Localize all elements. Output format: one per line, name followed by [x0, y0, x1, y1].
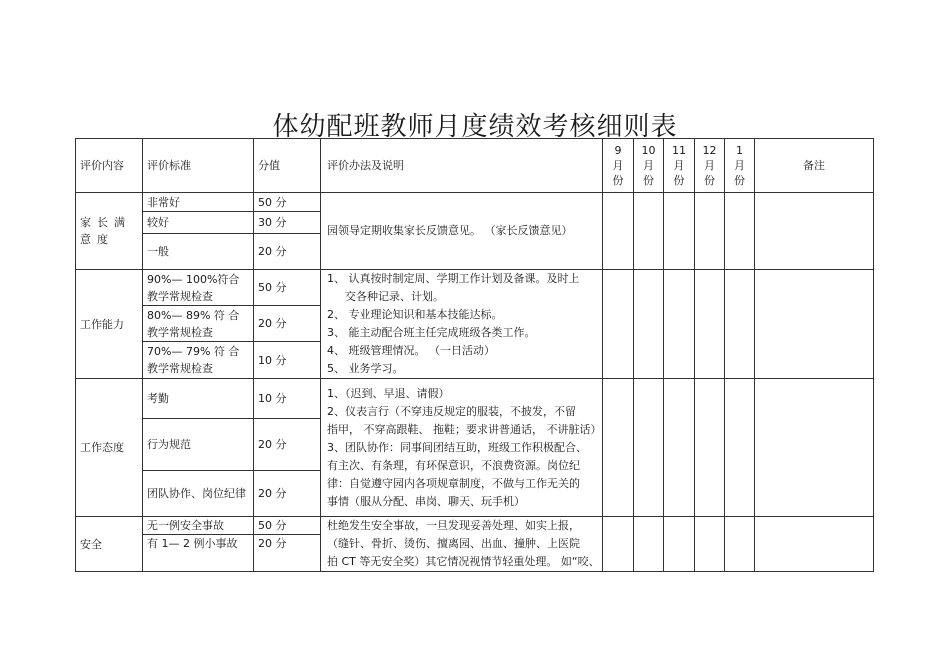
standard-cell: 一般 [143, 234, 254, 270]
standard-cell: 70%— 79% 符 合 教学常规检查 [143, 342, 254, 379]
table-row [76, 517, 874, 535]
month-number: 11 [672, 144, 686, 157]
score-cell: 20 分 [254, 471, 321, 517]
section-parent: 家长满意度 [76, 193, 143, 270]
month-cell [603, 270, 634, 379]
month-unit: 份 [704, 174, 715, 187]
header-method: 评价办法及说明 [321, 139, 603, 193]
score-cell: 10 分 [254, 342, 321, 379]
method-line: 有主次、有条理，有环保意识，不浪费资源。岗位纪 [327, 458, 580, 472]
standard-cell: 有 1— 2 例小事故 [143, 535, 254, 572]
method-line: 5、 业务学习。 [327, 362, 404, 375]
section-ability: 工作能力 [76, 270, 143, 379]
method-line: 指甲， 不穿高跟鞋、 拖鞋；要求讲普通话， 不讲脏话） [327, 422, 602, 436]
standard-cell: 行为规范 [143, 419, 254, 471]
standard-cell: 较好 [143, 212, 254, 234]
score-cell: 30 分 [254, 212, 321, 234]
month-cell [603, 193, 634, 270]
month-cell [664, 270, 695, 379]
section-safety: 安全 [76, 517, 143, 572]
method-line: 交各种记录、计划。 [345, 290, 444, 303]
method-ability [321, 270, 603, 379]
header-month-dec [695, 139, 725, 193]
month-unit: 月 [704, 159, 715, 172]
method-line: 3、团队协作：同事间团结互助，班级工作积极配合、 [327, 440, 587, 454]
header-month-oct [634, 139, 664, 193]
score-cell: 50 分 [254, 517, 321, 535]
method-line: 事情（服从分配、串岗、聊天、玩手机） [327, 494, 525, 508]
month-cell [603, 517, 634, 572]
month-cell [634, 517, 664, 572]
page-title: 体幼配班教师月度绩效考核细则表 [272, 112, 678, 142]
score-cell: 20 分 [254, 306, 321, 342]
month-cell [603, 379, 634, 517]
table-row [76, 193, 874, 212]
standard-cell: 考勤 [143, 379, 254, 419]
standard-cell: 80%— 89% 符 合 教学常规检查 [143, 306, 254, 342]
method-line: 2、 专业理论知识和基本技能达标。 [327, 308, 503, 321]
score-cell: 20 分 [254, 535, 321, 572]
month-cell [664, 517, 695, 572]
table-row [76, 379, 874, 419]
method-safety [321, 517, 603, 572]
method-line: 1、 认真按时制定周、学期工作计划及备课。及时上 [327, 272, 580, 285]
header-month-jan [725, 139, 755, 193]
month-unit: 月 [734, 159, 745, 172]
month-number: 10 [641, 144, 656, 157]
month-unit: 月 [673, 159, 685, 172]
month-unit: 份 [612, 174, 624, 187]
header-month-nov [664, 139, 695, 193]
method-attitude [321, 379, 603, 517]
month-number: 1 [736, 144, 743, 157]
month-unit: 月 [643, 159, 654, 172]
method-line: （缝针、骨折、烫伤、擅离园、出血、撞肿、上医院 [327, 537, 580, 550]
score-cell: 20 分 [254, 419, 321, 471]
month-cell [634, 379, 664, 517]
header-score: 分值 [254, 139, 321, 193]
month-cell [725, 270, 755, 379]
header-standard: 评价标准 [143, 139, 254, 193]
month-cell [664, 379, 695, 517]
remarks-cell [755, 193, 874, 270]
method-line: 4、 班级管理情况。 （一日活动） [327, 344, 495, 357]
month-cell [695, 270, 725, 379]
month-number: 9 [614, 144, 622, 157]
score-cell: 50 分 [254, 193, 321, 212]
month-cell [725, 517, 755, 572]
remarks-cell [755, 270, 874, 379]
month-cell [725, 193, 755, 270]
method-parent: 园领导定期收集家长反馈意见。 （家长反馈意见） [321, 193, 603, 270]
month-unit: 月 [612, 159, 624, 172]
standard-cell: 无一例安全事故 [143, 517, 254, 535]
method-line: 律：自觉遵守园内各项规章制度，不做与工作无关的 [327, 476, 580, 490]
score-cell: 10 分 [254, 379, 321, 419]
method-line: 3、 能主动配合班主任完成班级各类工作。 [327, 326, 536, 339]
month-cell [634, 193, 664, 270]
method-line: 杜绝发生安全事故，一旦发现妥善处理、如实上报， [327, 519, 580, 532]
evaluation-table [75, 138, 874, 572]
month-cell [634, 270, 664, 379]
month-cell [695, 379, 725, 517]
month-cell [725, 379, 755, 517]
standard-cell: 团队协作、岗位纪律 [143, 471, 254, 517]
table-header-row [76, 139, 874, 193]
score-cell: 20 分 [254, 234, 321, 270]
month-unit: 份 [673, 174, 685, 187]
score-cell: 50 分 [254, 270, 321, 306]
method-line: 2、仪表言行（不穿违反规定的服装，不披发，不留 [327, 404, 576, 418]
method-line: 拍 CT 等无安全奖）其它情况视情节轻重处理。 如“咬、 [327, 555, 600, 568]
header-remarks: 备注 [755, 139, 874, 193]
standard-cell: 90%— 100%符合教学常规检查 [143, 270, 254, 306]
month-number: 12 [702, 144, 717, 157]
standard-cell: 非常好 [143, 193, 254, 212]
month-cell [664, 193, 695, 270]
header-content: 评价内容 [76, 139, 143, 193]
table-row [76, 270, 874, 306]
month-cell [695, 193, 725, 270]
method-line: 1、（迟到、早退、请假） [327, 386, 450, 400]
remarks-cell [755, 517, 874, 572]
month-cell [695, 517, 725, 572]
month-unit: 份 [734, 174, 745, 187]
section-attitude: 工作态度 [76, 379, 143, 517]
month-unit: 份 [643, 174, 654, 187]
remarks-cell [755, 379, 874, 517]
header-month-sep [603, 139, 634, 193]
